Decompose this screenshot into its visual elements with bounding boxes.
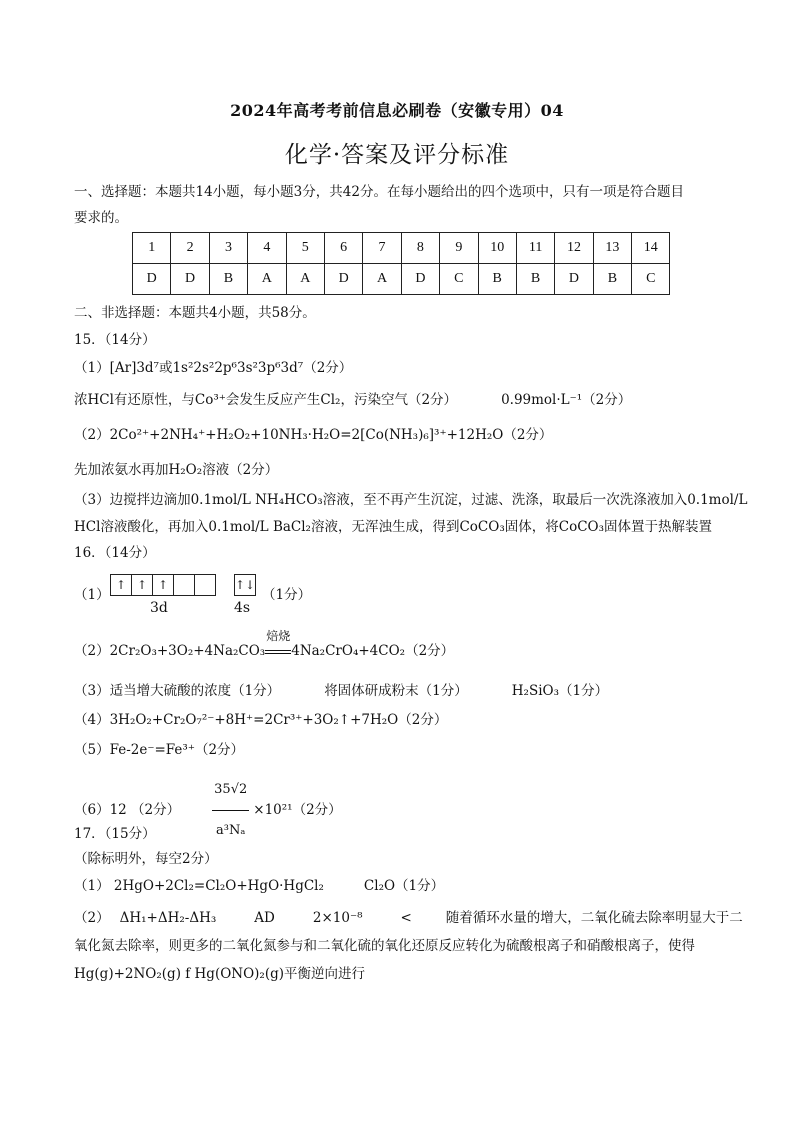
q17-p2-c: 2×10⁻⁸ — [312, 910, 363, 926]
question-number-cell: 11 — [516, 233, 554, 264]
q17-p2-a: ΔH₁+ΔH₂-ΔH₃ — [119, 910, 217, 926]
q15-p2-score: （2分） — [503, 427, 553, 443]
q15-header: 15．（14分） — [74, 332, 156, 348]
orbital-3d-cell: ↑ — [153, 575, 174, 595]
question-number-cell: 12 — [555, 233, 593, 264]
q16-p1-label: （1） — [74, 587, 110, 603]
question-number-cell: 3 — [209, 233, 247, 264]
q16-p6-tail: ×10²¹（2分） — [253, 802, 342, 818]
q17-p2-label: （2） — [74, 910, 110, 926]
reaction-condition — [265, 629, 291, 661]
answer-table-number-row — [133, 233, 670, 264]
question-number-cell: 9 — [440, 233, 478, 264]
q17-p2-d: < — [400, 910, 412, 926]
question-number-cell: 8 — [401, 233, 439, 264]
q16-p4-score: （2分） — [398, 712, 448, 728]
q16-p2-products: 4Na₂CrO₄+4CO₂ — [291, 643, 406, 659]
orbital-3d-label: 3d — [150, 600, 168, 616]
q16-p1-score: （1分） — [262, 587, 312, 603]
orbital-3d-cell — [195, 575, 215, 595]
q15-p2-label: （2） — [74, 427, 110, 443]
section1-intro-line1: 一、选择题：本题共14小题，每小题3分，共42分。在每小题给出的四个选项中，只有一项是符合题目 — [74, 184, 684, 200]
answer-cell: B — [593, 264, 631, 295]
question-number-cell: 14 — [632, 233, 670, 264]
q17-p2-e: 随着循环水量的增大，二氧化硫去除率明显大于二 — [445, 910, 743, 926]
orbital-3d-boxes — [110, 574, 216, 596]
q17-p2-line3-tail: 平衡逆向进行 — [284, 966, 366, 982]
section1-intro-line2: 要求的。 — [74, 210, 128, 226]
q17-note: （除标明外，每空2分） — [74, 851, 218, 867]
question-number-cell: 6 — [324, 233, 362, 264]
question-number-cell: 10 — [478, 233, 516, 264]
q16-part3 — [74, 681, 754, 701]
q17-part2 — [74, 908, 754, 928]
answer-cell: A — [248, 264, 286, 295]
q16-p4-equation: 3H₂O₂+Cr₂O₇²⁻+8H⁺=2Cr³⁺+3O₂↑+7H₂O — [109, 712, 399, 728]
q17-header: 17．（15分） — [74, 826, 156, 842]
q16-part4 — [74, 710, 754, 730]
answer-cell: D — [171, 264, 209, 295]
q16-part5: （5）Fe-2e⁻=Fe³⁺（2分） — [74, 742, 245, 758]
page-title: 2024年高考考前信息必刷卷（安徽专用）04 — [230, 101, 564, 120]
page-subtitle: 化学·答案及评分标准 — [284, 142, 510, 168]
answer-cell: A — [363, 264, 401, 295]
orbital-3d-cell: ↑ — [111, 575, 132, 595]
q16-p6-denominator: a³Nₐ — [216, 823, 246, 838]
question-number-cell: 5 — [286, 233, 324, 264]
answer-cell: B — [516, 264, 554, 295]
q16-part2 — [74, 629, 754, 661]
q17-part2-line3 — [74, 964, 754, 984]
q16-p6-numerator: 35√2 — [212, 770, 249, 811]
answer-cell: D — [401, 264, 439, 295]
q16-p6-label: （6）12 （2分） — [74, 802, 181, 818]
question-number-cell: 2 — [171, 233, 209, 264]
q15-p2-equation: 2Co²⁺+2NH₄⁺+H₂O₂+10NH₃·H₂O=2[Co(NH₃)₆]³⁺+12H₂O — [109, 427, 504, 443]
q17-p2-b: AD — [254, 910, 275, 926]
orbital-4s-cell: ↑↓ — [235, 578, 256, 592]
answer-cell: C — [632, 264, 670, 295]
q17-p1-b: Cl₂O（1分） — [363, 878, 445, 894]
q15-p1-value: 0.99mol·L⁻¹（2分） — [501, 392, 632, 408]
answer-cell: B — [478, 264, 516, 295]
q15-part1 — [74, 358, 754, 378]
answer-cell: D — [324, 264, 362, 295]
answer-cell: D — [555, 264, 593, 295]
q15-part2-line2: 先加浓氨水再加H₂O₂溶液（2分） — [74, 462, 279, 478]
q15-part1-line2 — [74, 390, 754, 410]
answer-cell: C — [440, 264, 478, 295]
q17-part2-line2: 氧化氮去除率，则更多的二氧化氮参与和二氧化硫的氧化还原反应转化为硫酸根离子和硝酸根离子，使得 — [74, 938, 695, 954]
q15-p1-score: （2分） — [303, 360, 353, 376]
question-number-cell: 4 — [248, 233, 286, 264]
q16-p2-reactants: 2Cr₂O₃+3O₂+4Na₂CO₃ — [109, 643, 266, 659]
q16-p2-label: （2） — [74, 643, 110, 659]
q16-p3-b: 将固体研成粉末（1分） — [324, 683, 468, 699]
orbital-3d-cell — [174, 575, 195, 595]
q17-p2-equilibrium: Hg(g)+2NO₂(g) f Hg(ONO)₂(g) — [74, 966, 285, 982]
answer-cell: D — [133, 264, 171, 295]
q16-p3-c: H₂SiO₃（1分） — [511, 683, 609, 699]
section2-intro: 二、非选择题：本题共4小题，共58分。 — [74, 305, 316, 321]
question-number-cell: 13 — [593, 233, 631, 264]
q16-p2-condition: 焙烧 — [266, 629, 291, 643]
q15-part3-line1: （3）边搅拌边滴加0.1mol/L NH₄HCO₃溶液，至不再产生沉淀，过滤、洗涤，取最后一次洗涤液加入0.1mol/L — [74, 492, 748, 508]
q15-part2 — [74, 425, 754, 445]
question-number-cell: 7 — [363, 233, 401, 264]
answer-cell: B — [209, 264, 247, 295]
q15-p1-label: （1） — [74, 360, 110, 376]
q15-p1-reason: 浓HCl有还原性，与Co³⁺会发生反应产生Cl₂，污染空气（2分） — [74, 392, 458, 408]
answer-table — [132, 232, 670, 295]
orbital-4s-box — [234, 574, 256, 596]
orbital-3d-cell: ↑ — [132, 575, 153, 595]
orbital-4s-label: 4s — [234, 600, 251, 616]
q16-p3-a: （3）适当增大硫酸的浓度（1分） — [74, 683, 281, 699]
answer-cell: A — [286, 264, 324, 295]
answer-table-answer-row — [133, 264, 670, 295]
q17-p1-equation: （1） 2HgO+2Cl₂=Cl₂O+HgO·HgCl₂ — [74, 878, 324, 894]
q15-p1-config: [Ar]3d⁷或1s²2s²2p⁶3s²3p⁶3d⁷ — [109, 360, 304, 376]
q17-part1 — [74, 876, 754, 896]
q16-p4-label: （4） — [74, 712, 110, 728]
q15-part3-line2: HCl溶液酸化，再加入0.1mol/L BaCl₂溶液，无浑浊生成，得到CoCO₃固体，将CoCO₃固体置于热解装置 — [74, 519, 712, 535]
question-number-cell: 1 — [133, 233, 171, 264]
q16-header: 16．（14分） — [74, 545, 156, 561]
q16-p2-score: （2分） — [405, 643, 455, 659]
